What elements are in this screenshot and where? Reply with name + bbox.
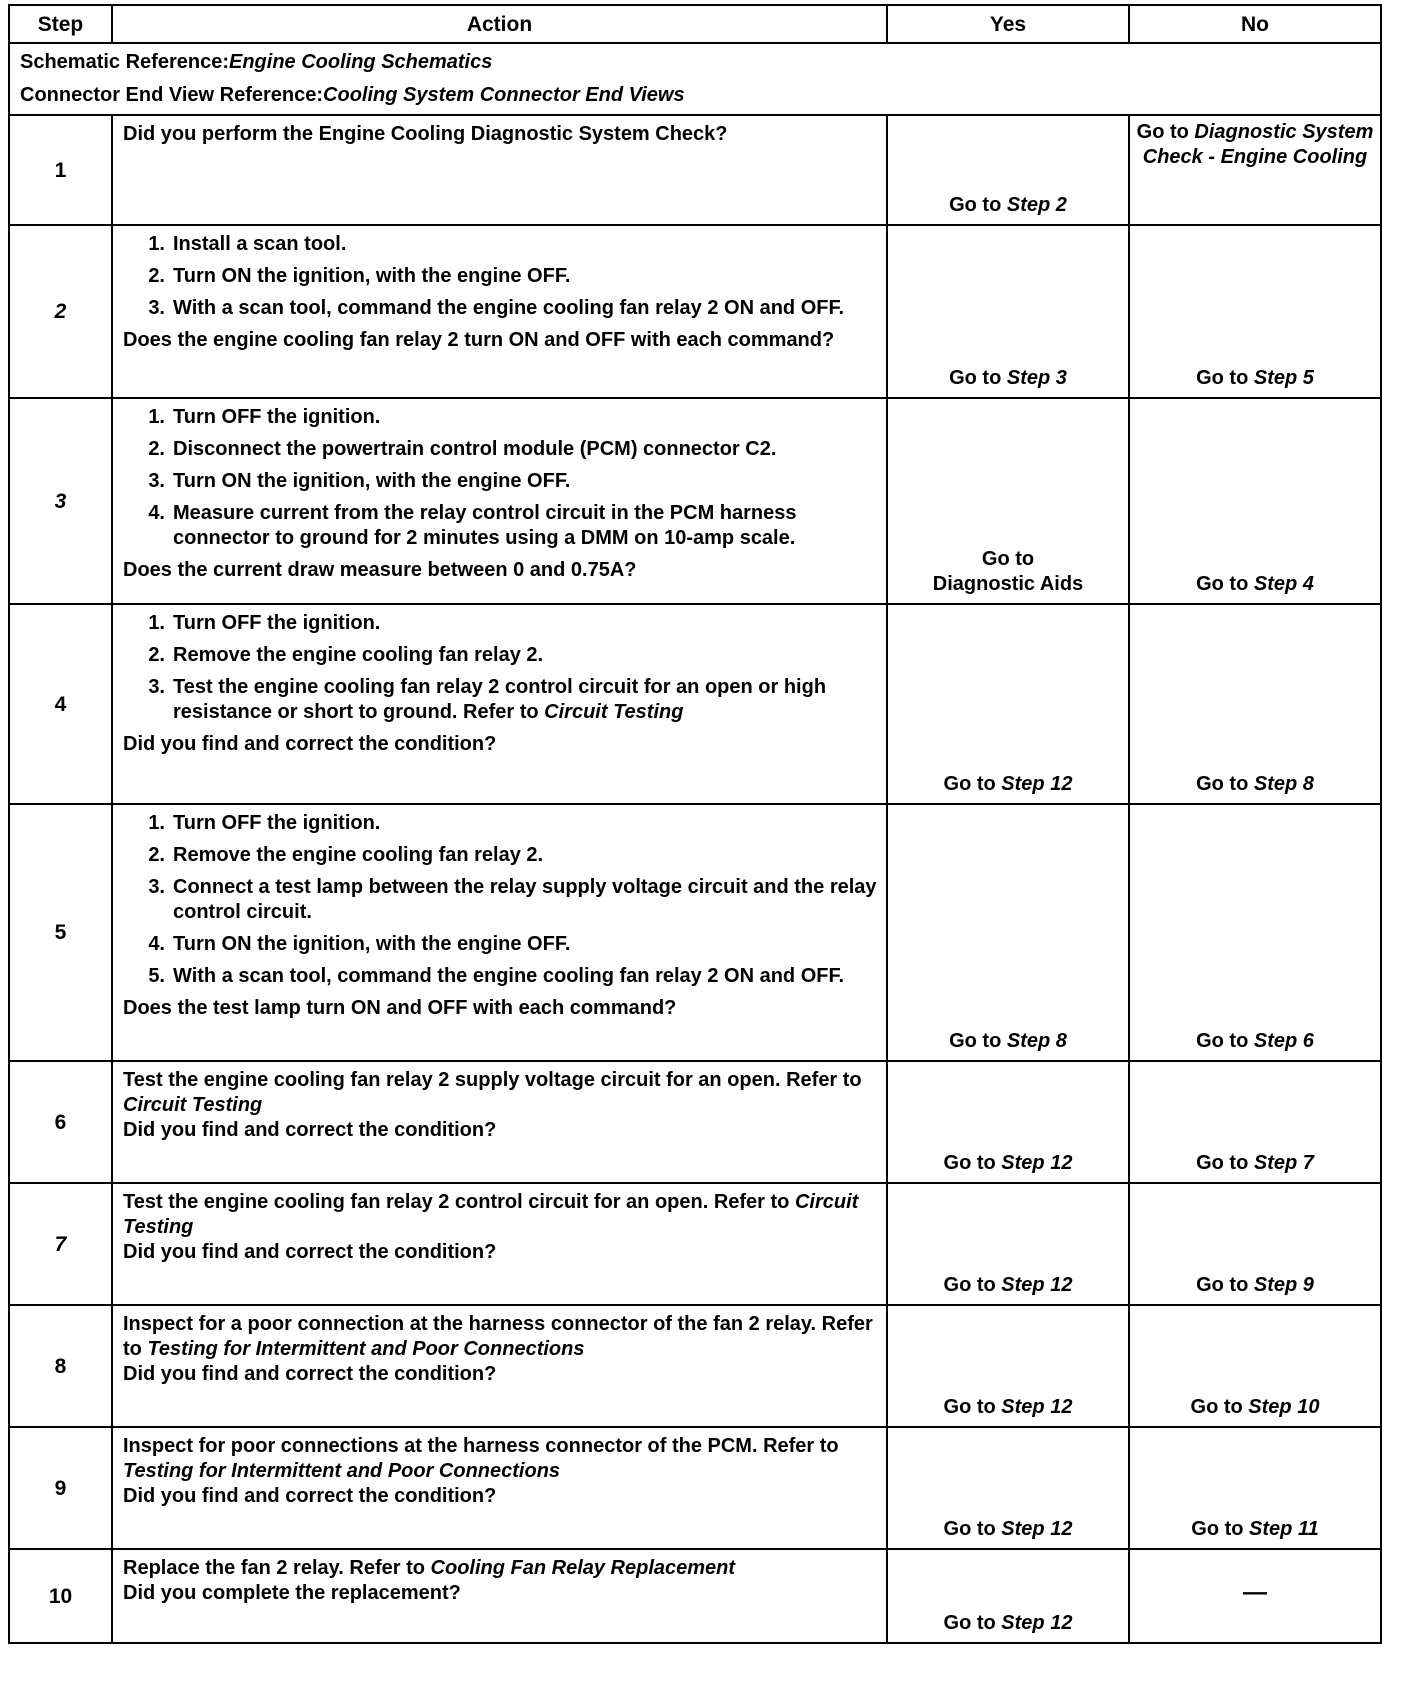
goto-text: Go to [943,1152,1002,1174]
goto-text: Go to [949,1030,1007,1052]
goto-text: Go to [1196,1274,1254,1296]
list-item: 1. Turn OFF the ignition. [148,612,381,634]
action-question: Did you find and correct the condition? [123,733,497,755]
table-row [9,225,1381,398]
step-number: 4 [9,604,112,804]
list-item: 1. Install a scan tool. [148,233,347,255]
goto-text: Go to [1190,1396,1249,1418]
goto-text: Go to [949,367,1007,389]
step-number: 8 [9,1305,112,1427]
connector-reference [20,83,1370,108]
goto-text: Go to [1196,367,1254,389]
circuit-testing-link[interactable]: Circuit Testing [123,1191,859,1238]
goto-text: Go to [1136,121,1195,143]
no-cell [1129,804,1381,1061]
yes-link[interactable]: Step 12 [1001,1152,1073,1174]
no-link[interactable]: Step 10 [1248,1396,1320,1418]
table-row [9,1549,1381,1643]
header-no: No [1129,5,1381,43]
action-cell [112,398,887,604]
list-item: 2. Disconnect the powertrain control module (PCM) connector C2. [148,438,777,460]
goto-text: Go to [949,194,1007,216]
header-yes: Yes [887,5,1129,43]
table-row [9,115,1381,225]
yes-cell [887,225,1129,398]
action-question: Did you find and correct the condition? [123,1485,497,1507]
goto-text: Go to [943,773,1002,795]
action-cell [112,1305,887,1427]
action-cell [112,1427,887,1549]
yes-cell [887,1549,1129,1643]
schematic-reference-link[interactable]: Engine Cooling Schematics [228,51,493,73]
action-instruction: Inspect for poor connections at the harness connector of the PCM. Refer to Testing for Intermittent and Poor Connections [123,1435,839,1482]
goto-text: Go to [943,1612,1002,1634]
yes-cell [887,398,1129,604]
yes-cell [887,1183,1129,1305]
yes-cell [887,115,1129,225]
action-question: Did you find and correct the condition? [123,1363,497,1385]
no-link[interactable]: Step 5 [1253,367,1314,389]
no-link[interactable]: Step 11 [1249,1518,1319,1540]
action-question: Did you complete the replacement? [123,1582,461,1604]
testing-connections-link[interactable]: Testing for Intermittent and Poor Connections [123,1460,561,1482]
no-cell [1129,1427,1381,1549]
schematic-reference-label: Schematic Reference: [20,51,229,73]
list-item: 3. Turn ON the ignition, with the engine OFF. [148,470,571,492]
no-link[interactable]: Step 9 [1253,1274,1314,1296]
action-steps-list [123,811,878,996]
action-instruction: Replace the fan 2 relay. Refer to Cooling Fan Relay Replacement [123,1557,736,1579]
list-item: 2. Turn ON the ignition, with the engine OFF. [148,265,571,287]
not-applicable-dash: — [1243,1578,1267,1606]
action-instruction: Test the engine cooling fan relay 2 control circuit for an open. Refer to Circuit Testing [123,1191,859,1238]
action-steps-list [123,232,878,328]
reference-cell [9,43,1381,115]
no-cell [1129,1305,1381,1427]
action-cell [112,604,887,804]
no-cell [1129,1549,1381,1643]
step-number: 5 [9,804,112,1061]
goto-text: Go to [943,1396,1002,1418]
testing-connections-link[interactable]: Testing for Intermittent and Poor Connections [147,1338,585,1360]
action-steps-list [123,405,878,558]
goto-text: Go to [1191,1518,1250,1540]
circuit-testing-link[interactable]: Circuit Testing [544,701,684,723]
no-link[interactable]: Step 7 [1253,1152,1314,1174]
goto-text: Go to [943,1518,1002,1540]
list-item: 2. Remove the engine cooling fan relay 2. [148,844,544,866]
action-question: Did you perform the Engine Cooling Diagnostic System Check? [123,123,728,145]
schematic-reference [20,50,1370,75]
no-cell [1129,225,1381,398]
list-item: 3. With a scan tool, command the engine cooling fan relay 2 ON and OFF. [148,297,845,319]
yes-link[interactable]: Step 12 [1001,1518,1073,1540]
no-link[interactable]: Step 4 [1253,573,1314,595]
diagnostic-page [8,4,1380,1676]
step-number: 9 [9,1427,112,1549]
yes-link[interactable]: Step 8 [1006,1030,1067,1052]
yes-link[interactable]: Step 12 [1001,1274,1073,1296]
table-row [9,604,1381,804]
list-item: 1. Turn OFF the ignition. [148,812,381,834]
step-number: 1 [9,115,112,225]
yes-cell [887,1061,1129,1183]
action-cell [112,225,887,398]
no-cell [1129,604,1381,804]
action-steps-list [123,611,878,732]
no-link[interactable]: Diagnostic System Check - Engine Cooling [1142,121,1374,168]
no-cell [1129,398,1381,604]
table-row [9,1061,1381,1183]
yes-link[interactable]: Step 2 [1006,194,1067,216]
yes-link[interactable]: Step 3 [1006,367,1067,389]
step-number: 2 [9,225,112,398]
reference-row [9,43,1381,115]
table-row [9,1427,1381,1549]
goto-text: Go to [981,548,1035,570]
goto-text: Go to [1196,573,1254,595]
list-item: 4. Turn ON the ignition, with the engine OFF. [148,933,571,955]
table-row [9,398,1381,604]
yes-cell [887,604,1129,804]
action-cell [112,1549,887,1643]
header-row [9,5,1381,43]
yes-link[interactable]: Step 12 [1001,1612,1073,1634]
header-action: Action [112,5,887,43]
list-item: 2. Remove the engine cooling fan relay 2. [148,644,544,666]
yes-link[interactable]: Step 12 [1001,773,1073,795]
list-item: 4. Measure current from the relay control circuit in the PCM harness connector to ground for 2 minutes using a DMM on 10-amp scale. [148,502,797,549]
action-cell [112,1061,887,1183]
no-cell [1129,1061,1381,1183]
yes-cell [887,1305,1129,1427]
table-row [9,1183,1381,1305]
action-question: Does the current draw measure between 0 and 0.75A? [123,559,637,581]
no-link[interactable]: Step 6 [1253,1030,1314,1052]
connector-reference-link[interactable]: Cooling System Connector End Views [323,84,685,106]
step-number: 7 [9,1183,112,1305]
action-cell [112,1183,887,1305]
no-cell [1129,1183,1381,1305]
table-row [9,804,1381,1061]
action-question: Did you find and correct the condition? [123,1241,497,1263]
action-question: Does the engine cooling fan relay 2 turn ON and OFF with each command? [123,329,835,351]
action-instruction: Test the engine cooling fan relay 2 supply voltage circuit for an open. Refer to Circuit Testing [123,1069,862,1116]
table-row [9,1305,1381,1427]
no-link[interactable]: Step 8 [1253,773,1314,795]
list-item: 3. Connect a test lamp between the relay supply voltage circuit and the relay control circuit. [148,876,877,923]
diagnostic-table [8,4,1382,1644]
circuit-testing-link[interactable]: Circuit Testing [123,1094,263,1116]
action-cell [112,115,887,225]
goto-text: Go to [943,1274,1002,1296]
action-question: Does the test lamp turn ON and OFF with each command? [123,997,677,1019]
relay-replacement-link[interactable]: Cooling Fan Relay Replacement [430,1557,736,1579]
yes-link[interactable]: Diagnostic Aids [932,573,1084,595]
list-item: 5. With a scan tool, command the engine cooling fan relay 2 ON and OFF. [148,965,845,987]
action-question: Did you find and correct the condition? [123,1119,497,1141]
yes-cell [887,1427,1129,1549]
step-number: 10 [9,1549,112,1643]
no-cell [1129,115,1381,225]
yes-link[interactable]: Step 12 [1001,1396,1073,1418]
list-item: 1. Turn OFF the ignition. [148,406,381,428]
header-step: Step [9,5,112,43]
step-number: 6 [9,1061,112,1183]
list-item: 3. Test the engine cooling fan relay 2 control circuit for an open or high resistance or short to ground. Refer to Circuit Testing [148,676,827,723]
goto-text: Go to [1196,1030,1254,1052]
action-instruction: Inspect for a poor connection at the harness connector of the fan 2 relay. Refer to Testing for Intermittent and Poor Connections [123,1313,873,1360]
connector-reference-label: Connector End View Reference: [20,84,324,106]
step-number: 3 [9,398,112,604]
yes-cell [887,804,1129,1061]
goto-text: Go to [1196,773,1254,795]
action-cell [112,804,887,1061]
goto-text: Go to [1196,1152,1254,1174]
